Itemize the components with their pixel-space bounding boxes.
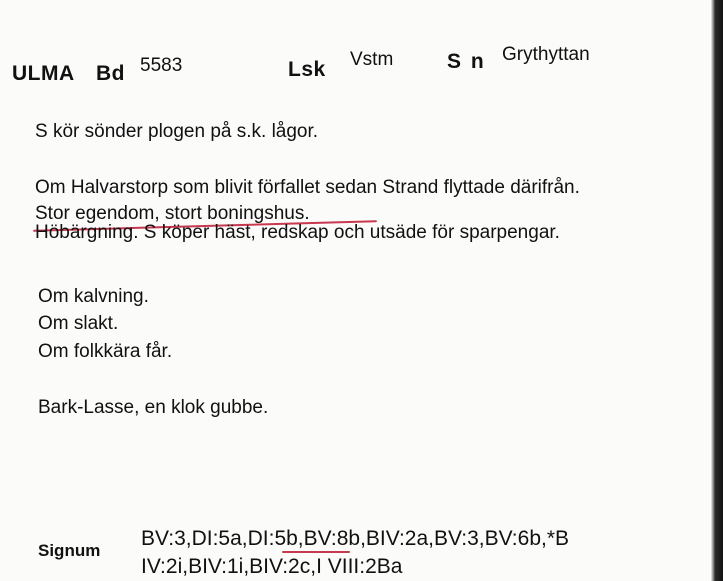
note-line-5: Om kalvning. bbox=[38, 286, 149, 307]
bd-value: 5583 bbox=[140, 55, 183, 76]
note-line-3: Stor egendom, stort boningshus. bbox=[35, 203, 310, 224]
note-line-2: Om Halvarstorp som blivit förfallet sedan Strand flyttade därifrån. bbox=[35, 177, 580, 198]
lsk-label: Lsk bbox=[288, 58, 326, 81]
signum-underline bbox=[282, 551, 350, 553]
note-line-1: S kör sönder plogen på s.k. lågor. bbox=[35, 121, 319, 142]
signum-label: Signum bbox=[38, 541, 101, 560]
bd-label: Bd bbox=[96, 62, 125, 85]
sn-value: Grythyttan bbox=[502, 44, 590, 65]
archive-label: ULMA bbox=[12, 62, 75, 85]
sn-label: S n bbox=[447, 50, 486, 73]
scan-edge bbox=[711, 0, 723, 581]
bleed-through-text bbox=[120, 8, 711, 68]
lsk-value: Vstm bbox=[350, 49, 394, 70]
note-line-8: Bark-Lasse, en klok gubbe. bbox=[38, 397, 269, 418]
note-line-7: Om folkkära får. bbox=[38, 341, 173, 362]
signum-line-1: BV:3,DI:5a,DI:5b,BV:8b,BIV:2a,BV:3,BV:6b,*B bbox=[141, 527, 570, 550]
signum-line-2: IV:2i,BIV:1i,BIV:2c,I VIII:2Ba bbox=[141, 555, 403, 578]
note-line-6: Om slakt. bbox=[38, 313, 119, 334]
note-line-4: Höbärgning. S köper häst, redskap och utsäde för sparpengar. bbox=[35, 222, 560, 243]
